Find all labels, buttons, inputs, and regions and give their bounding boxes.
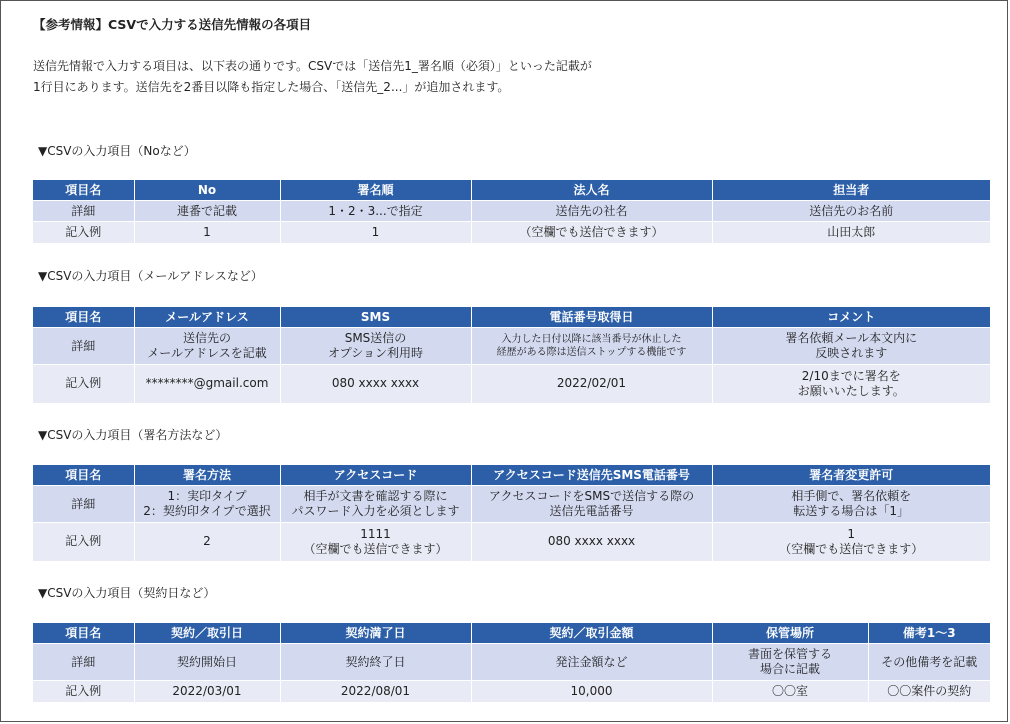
table-cell: 記入例 (33, 681, 134, 702)
table-cell: 2022/08/01 (280, 681, 471, 702)
table-cell: アクセスコードをSMSで送信する際の 送信先電話番号 (471, 486, 712, 523)
table-contract (33, 623, 990, 702)
detail-row (33, 486, 990, 523)
table-email (33, 307, 990, 403)
table-header-row (33, 180, 990, 201)
table-cell: 送信先のお名前 (712, 201, 990, 222)
table-cell: 相手側で、署名依頼を 転送する場合は「1」 (712, 486, 990, 523)
table-cell: 連番で記載 (134, 201, 280, 222)
table-cell: 1111 （空欄でも送信できます） (280, 523, 471, 561)
table-cell: 1 （空欄でも送信できます） (712, 523, 990, 561)
example-row (33, 523, 990, 561)
section-label-no: ▼CSVの入力項目（Noなど） (38, 144, 196, 158)
header-cell: 保管場所 (712, 623, 868, 644)
table-cell: 〇〇室 (712, 681, 868, 702)
table-cell: 1 (134, 222, 280, 243)
table-cell: 2022/02/01 (471, 365, 712, 403)
table-cell: 詳細 (33, 201, 134, 222)
header-cell: SMS (280, 307, 471, 328)
header-cell: 項目名 (33, 180, 134, 201)
page-title: 【参考情報】CSVで入力する送信先情報の各項目 (33, 17, 312, 32)
header-cell: 署名方法 (134, 465, 280, 486)
header-cell: 法人名 (471, 180, 712, 201)
table-cell: 〇〇案件の契約 (868, 681, 990, 702)
example-row (33, 222, 990, 243)
example-row (33, 365, 990, 403)
table-cell: 080 xxxx xxxx (280, 365, 471, 403)
table-signing (33, 465, 990, 561)
intro-text (33, 56, 592, 98)
header-cell: 署名者変更許可 (712, 465, 990, 486)
detail-row (33, 328, 990, 365)
table-header-row (33, 307, 990, 328)
header-cell: アクセスコード送信先SMS電話番号 (471, 465, 712, 486)
header-cell: 署名順 (280, 180, 471, 201)
table-cell: 入力した日付以降に該当番号が休止した 経歴がある際は送信ストップする機能です (471, 328, 712, 365)
table-no (33, 180, 990, 243)
header-cell: No (134, 180, 280, 201)
section-label-email: ▼CSVの入力項目（メールアドレスなど） (38, 269, 263, 283)
table-cell: 山田太郎 (712, 222, 990, 243)
header-cell: 担当者 (712, 180, 990, 201)
header-cell: 項目名 (33, 465, 134, 486)
section-label-contract: ▼CSVの入力項目（契約日など） (38, 586, 216, 600)
header-cell: 項目名 (33, 307, 134, 328)
intro-line-2: 1行目にあります。送信先を2番目以降も指定した場合、「送信先_2...」が追加されます。 (33, 80, 510, 94)
page (1, 1, 1007, 721)
header-cell: メールアドレス (134, 307, 280, 328)
table-cell: 2 (134, 523, 280, 561)
header-cell: 契約／取引金額 (471, 623, 712, 644)
table-cell: 詳細 (33, 486, 134, 523)
header-cell: 契約満了日 (280, 623, 471, 644)
table-cell: 2022/03/01 (134, 681, 280, 702)
table-cell: 2/10までに署名を お願いいたします。 (712, 365, 990, 403)
table-cell: 10,000 (471, 681, 712, 702)
detail-row (33, 644, 990, 681)
table-cell: 記入例 (33, 365, 134, 403)
table-cell: 記入例 (33, 222, 134, 243)
table-header-row (33, 623, 990, 644)
example-row (33, 681, 990, 702)
table-header-row (33, 465, 990, 486)
table-cell: 相手が文書を確認する際に パスワード入力を必須とします (280, 486, 471, 523)
table-cell: ********@gmail.com (134, 365, 280, 403)
table-cell: 詳細 (33, 644, 134, 681)
header-cell: 備考1～3 (868, 623, 990, 644)
table-cell: 詳細 (33, 328, 134, 365)
table-cell: 記入例 (33, 523, 134, 561)
header-cell: アクセスコード (280, 465, 471, 486)
table-cell: （空欄でも送信できます） (471, 222, 712, 243)
table-cell: 080 xxxx xxxx (471, 523, 712, 561)
table-cell: 契約開始日 (134, 644, 280, 681)
detail-row (33, 201, 990, 222)
table-cell: 送信先の社名 (471, 201, 712, 222)
table-cell: 1：実印タイプ 2：契約印タイプで選択 (134, 486, 280, 523)
table-cell: その他備考を記載 (868, 644, 990, 681)
table-cell: 署名依頼メール本文内に 反映されます (712, 328, 990, 365)
table-cell: 1・2・3...で指定 (280, 201, 471, 222)
table-cell: 送信先の メールアドレスを記載 (134, 328, 280, 365)
header-cell: コメント (712, 307, 990, 328)
table-cell: SMS送信の オプション利用時 (280, 328, 471, 365)
intro-line-1: 送信先情報で入力する項目は、以下表の通りです。CSVでは「送信先1_署名順（必須）」といった記載が (33, 59, 592, 73)
header-cell: 契約／取引日 (134, 623, 280, 644)
table-cell: 契約終了日 (280, 644, 471, 681)
header-cell: 電話番号取得日 (471, 307, 712, 328)
table-cell: 1 (280, 222, 471, 243)
section-label-signing: ▼CSVの入力項目（署名方法など） (38, 428, 228, 442)
header-cell: 項目名 (33, 623, 134, 644)
table-cell: 発注金額など (471, 644, 712, 681)
table-cell: 書面を保管する 場合に記載 (712, 644, 868, 681)
